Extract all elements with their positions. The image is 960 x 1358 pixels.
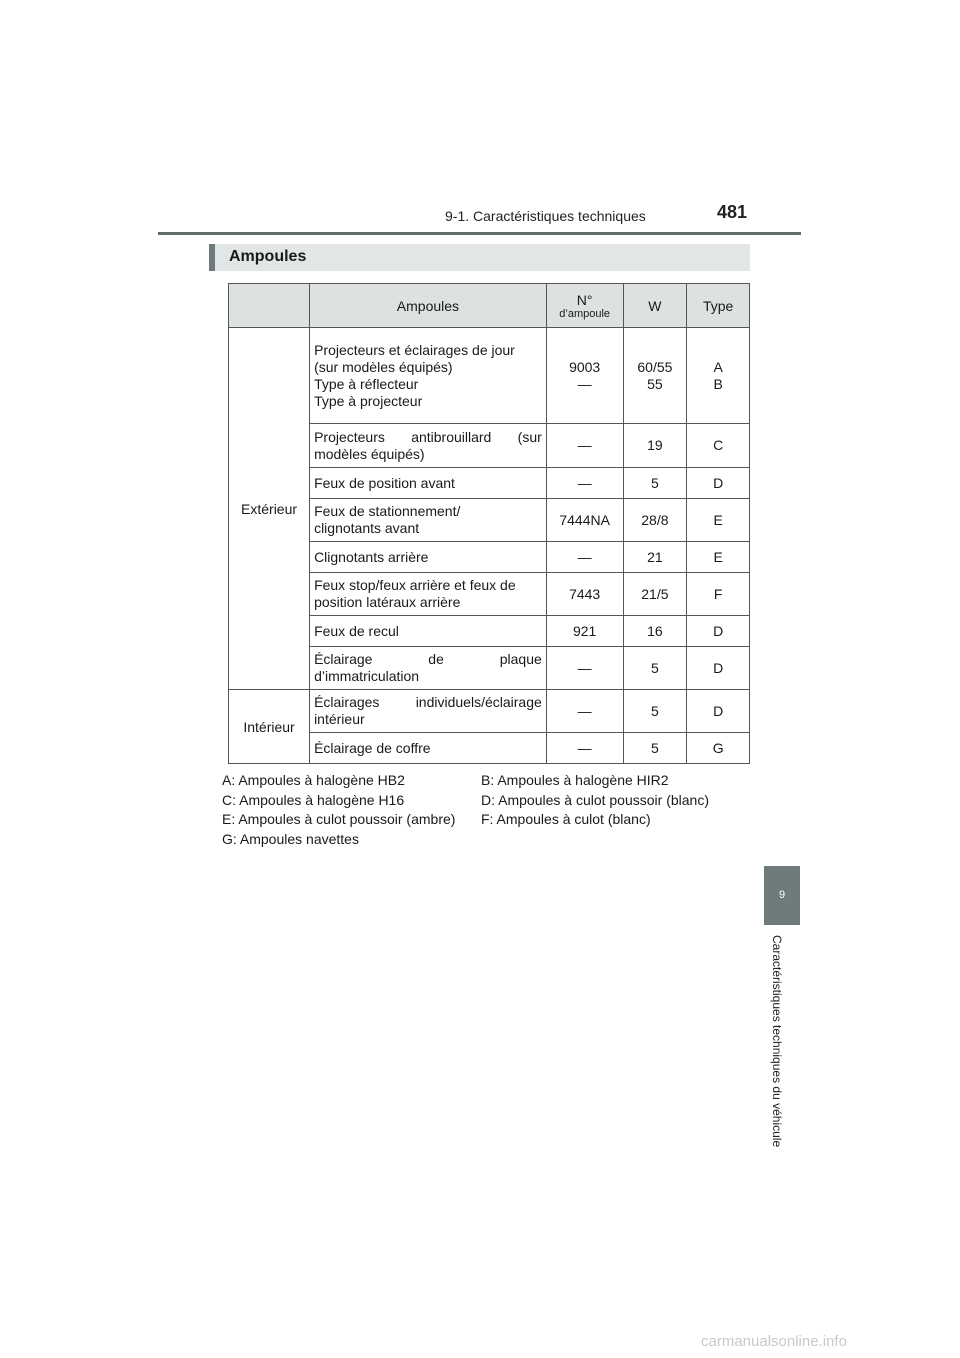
cell-line: 19 <box>647 437 663 453</box>
legend-item: C: Ampoules à halogène H16 <box>222 791 405 808</box>
cell-line: 5 <box>651 702 659 719</box>
cell-line: 21/5 <box>641 585 669 602</box>
table-row <box>229 328 750 424</box>
bulb-number-cell <box>546 616 623 647</box>
type-cell <box>687 573 750 616</box>
section-heading-bar <box>209 244 750 271</box>
header-bulbs: Ampoules <box>310 284 547 328</box>
legend-item: G: Ampoules navettes <box>222 830 359 847</box>
header-bulb-number-line1: N° <box>576 291 593 308</box>
cell-line: A <box>713 358 723 375</box>
type-cell <box>687 542 750 573</box>
page-number: 481 <box>717 202 748 222</box>
bulbs-table <box>228 283 750 764</box>
cell-line: Éclairage de plaque d’immatriculation <box>314 651 542 684</box>
watt-cell <box>623 733 687 764</box>
bulb-name-cell <box>310 733 547 764</box>
cell-line: 9003 <box>569 358 601 375</box>
bulb-name-cell <box>310 499 547 542</box>
cell-line: Feux de recul <box>314 622 399 639</box>
cell-line: Éclairage de coffre <box>314 739 431 756</box>
category-cell: Intérieur <box>229 690 310 764</box>
bulb-name-cell <box>310 424 547 468</box>
bulb-number-cell <box>546 328 623 424</box>
type-cell <box>687 647 750 690</box>
cell-line: — <box>577 474 592 491</box>
chapter-side-label: Caractéristiques techniques du véhicule <box>770 935 784 1148</box>
cell-line: — <box>577 659 592 676</box>
cell-line: F <box>713 585 723 602</box>
cell-line: 5 <box>651 739 659 756</box>
cell-line: D <box>713 474 724 491</box>
cell-line: Clignotants arrière <box>314 548 429 565</box>
cell-line: — <box>577 375 592 392</box>
cell-line: 5 <box>651 474 659 491</box>
bulb-name-cell <box>310 573 547 616</box>
legend-item: F: Ampoules à culot (blanc) <box>481 811 651 827</box>
cell-line: C <box>713 437 724 453</box>
table-header-row <box>229 284 750 328</box>
legend-item: E: Ampoules à culot poussoir (ambre) <box>222 811 456 827</box>
cell-line: Projecteurs antibrouillard (sur modèles équipés) <box>314 428 542 462</box>
cell-line: 7444NA <box>559 511 610 528</box>
header-bulb-number-line2: d’ampoule <box>559 307 611 320</box>
cell-line: D <box>713 702 724 719</box>
watermark: carmanualsonline.info <box>701 1333 847 1350</box>
bulb-number-cell <box>546 647 623 690</box>
cell-line: 921 <box>572 622 597 639</box>
category-cell: Extérieur <box>229 328 310 690</box>
cell-line: Feux de position avant <box>314 474 455 491</box>
bulb-name-cell <box>310 647 547 690</box>
cell-line: (sur modèles équipés) <box>314 358 453 375</box>
running-header-title: 9-1. Caractéristiques techniques <box>445 208 646 224</box>
cell-line: Type à projecteur <box>314 392 423 409</box>
watt-cell <box>623 573 687 616</box>
table-row <box>229 690 750 733</box>
cell-line: — <box>577 548 592 565</box>
cell-line: 60/55 <box>637 358 673 375</box>
header-rule <box>158 232 801 235</box>
cell-line: Éclairages individuels/éclairage intérieur <box>314 694 542 727</box>
bulb-number-cell <box>546 690 623 733</box>
watt-cell <box>623 424 687 468</box>
cell-line: 5 <box>651 659 659 676</box>
cell-line: 21 <box>647 548 663 565</box>
watt-cell <box>623 690 687 733</box>
bulb-number-cell <box>546 733 623 764</box>
watt-cell <box>623 647 687 690</box>
cell-line: — <box>577 437 592 453</box>
cell-line: position latéraux arrière <box>314 594 461 610</box>
type-cell <box>687 733 750 764</box>
cell-line: 55 <box>647 375 663 392</box>
legend-item: D: Ampoules à culot poussoir (blanc) <box>481 791 709 808</box>
watt-cell <box>623 616 687 647</box>
type-cell <box>687 690 750 733</box>
cell-line: E <box>713 511 723 528</box>
bulb-number-cell <box>546 499 623 542</box>
cell-line: G <box>712 739 724 756</box>
cell-line: Projecteurs et éclairages de jour <box>314 341 515 358</box>
type-cell <box>687 616 750 647</box>
bulb-name-cell <box>310 468 547 499</box>
header-bulb-number <box>546 284 623 328</box>
cell-line: Feux de stationnement/ <box>314 503 461 519</box>
chapter-tab: 9 <box>764 866 800 925</box>
cell-line: E <box>713 548 723 565</box>
section-title: Ampoules <box>229 248 307 265</box>
type-cell <box>687 468 750 499</box>
cell-line: D <box>713 659 724 676</box>
cell-line: Type à réflecteur <box>314 375 419 392</box>
cell-line: Feux stop/feux arrière et feux de <box>314 577 516 593</box>
cell-line: — <box>577 702 592 719</box>
type-legend <box>222 771 751 849</box>
bulb-name-cell <box>310 328 547 424</box>
header-blank <box>229 284 310 328</box>
legend-item: B: Ampoules à halogène HIR2 <box>481 772 669 788</box>
type-cell <box>687 424 750 468</box>
bulb-number-cell <box>546 468 623 499</box>
watt-cell <box>623 328 687 424</box>
cell-line: clignotants avant <box>314 520 420 536</box>
bulb-name-cell <box>310 616 547 647</box>
bulb-name-cell <box>310 542 547 573</box>
cell-line: — <box>577 739 592 756</box>
bulb-number-cell <box>546 424 623 468</box>
table-body <box>229 328 750 764</box>
bulb-number-cell <box>546 573 623 616</box>
type-cell <box>687 499 750 542</box>
cell-line: 16 <box>647 622 663 639</box>
legend-item: A: Ampoules à halogène HB2 <box>222 772 405 788</box>
header-watt: W <box>623 284 687 328</box>
cell-line: 7443 <box>569 585 601 602</box>
header-type: Type <box>687 284 750 328</box>
watt-cell <box>623 542 687 573</box>
watt-cell <box>623 499 687 542</box>
bulb-name-cell <box>310 690 547 733</box>
cell-line: 28/8 <box>641 511 669 528</box>
cell-line: B <box>713 375 723 392</box>
bulb-number-cell <box>546 542 623 573</box>
type-cell <box>687 328 750 424</box>
watt-cell <box>623 468 687 499</box>
cell-line: D <box>713 622 724 639</box>
